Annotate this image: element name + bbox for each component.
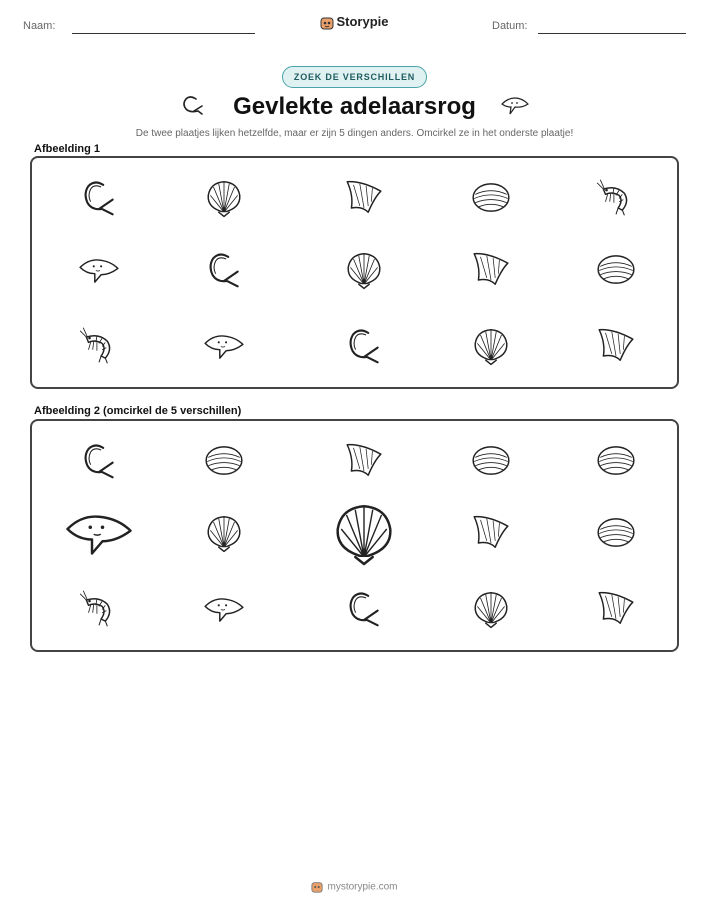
clam-shell-icon[interactable]	[203, 440, 245, 487]
scallop-shell-icon	[343, 249, 385, 296]
hook-icon[interactable]	[78, 440, 120, 487]
date-label: Datum:	[492, 20, 528, 32]
stingray-icon[interactable]	[203, 594, 245, 628]
hook-icon[interactable]	[343, 588, 385, 635]
hook-icon	[203, 249, 245, 296]
stingray-icon	[203, 331, 245, 365]
ray-fin-icon[interactable]	[470, 512, 512, 559]
shrimp-icon	[78, 325, 120, 372]
storypie-logo-icon	[320, 16, 334, 30]
picture-1-panel	[30, 156, 679, 389]
scallop-shell-icon[interactable]	[470, 588, 512, 635]
name-line[interactable]	[72, 33, 255, 34]
stingray-title-icon	[500, 94, 530, 116]
ray-fin-icon	[470, 249, 512, 296]
stingray-icon-large[interactable]	[64, 508, 134, 562]
ray-fin-icon[interactable]	[343, 440, 385, 487]
name-label: Naam:	[23, 20, 56, 32]
hook-icon	[78, 177, 120, 224]
page-title: Gevlekte adelaarsrog	[233, 93, 476, 120]
picture-1-label: Afbeelding 1	[34, 143, 101, 155]
picture-2-panel[interactable]	[30, 419, 679, 652]
stingray-icon	[78, 255, 120, 289]
ray-fin-icon	[595, 325, 637, 372]
ray-fin-icon	[343, 177, 385, 224]
brand-logo	[0, 14, 709, 30]
instructions: De twee plaatjes lijken hetzelfde, maar er zijn 5 dingen anders. Omcirkel ze in het onderste plaatje!	[135, 128, 574, 139]
clam-shell-icon	[470, 177, 512, 224]
scallop-shell-icon	[203, 177, 245, 224]
scallop-shell-icon-large[interactable]	[329, 498, 399, 573]
picture-2-label: Afbeelding 2 (omcirkel de 5 verschillen)	[34, 405, 242, 417]
shrimp-icon[interactable]	[78, 588, 120, 635]
scallop-shell-icon	[470, 325, 512, 372]
shrimp-icon	[595, 177, 637, 224]
brand-name: Storypie	[336, 14, 389, 29]
storypie-footer-icon	[311, 881, 323, 893]
clam-shell-icon[interactable]	[595, 512, 637, 559]
footer	[0, 881, 709, 893]
clam-shell-icon	[595, 249, 637, 296]
activity-badge: ZOEK DE VERSCHILLEN	[282, 66, 427, 88]
clam-shell-icon[interactable]	[470, 440, 512, 487]
clam-shell-icon[interactable]	[595, 440, 637, 487]
footer-url: mystorypie.com	[327, 881, 398, 893]
hook-icon	[343, 325, 385, 372]
date-line[interactable]	[538, 33, 686, 34]
ray-fin-icon[interactable]	[595, 588, 637, 635]
scallop-shell-icon[interactable]	[203, 512, 245, 559]
